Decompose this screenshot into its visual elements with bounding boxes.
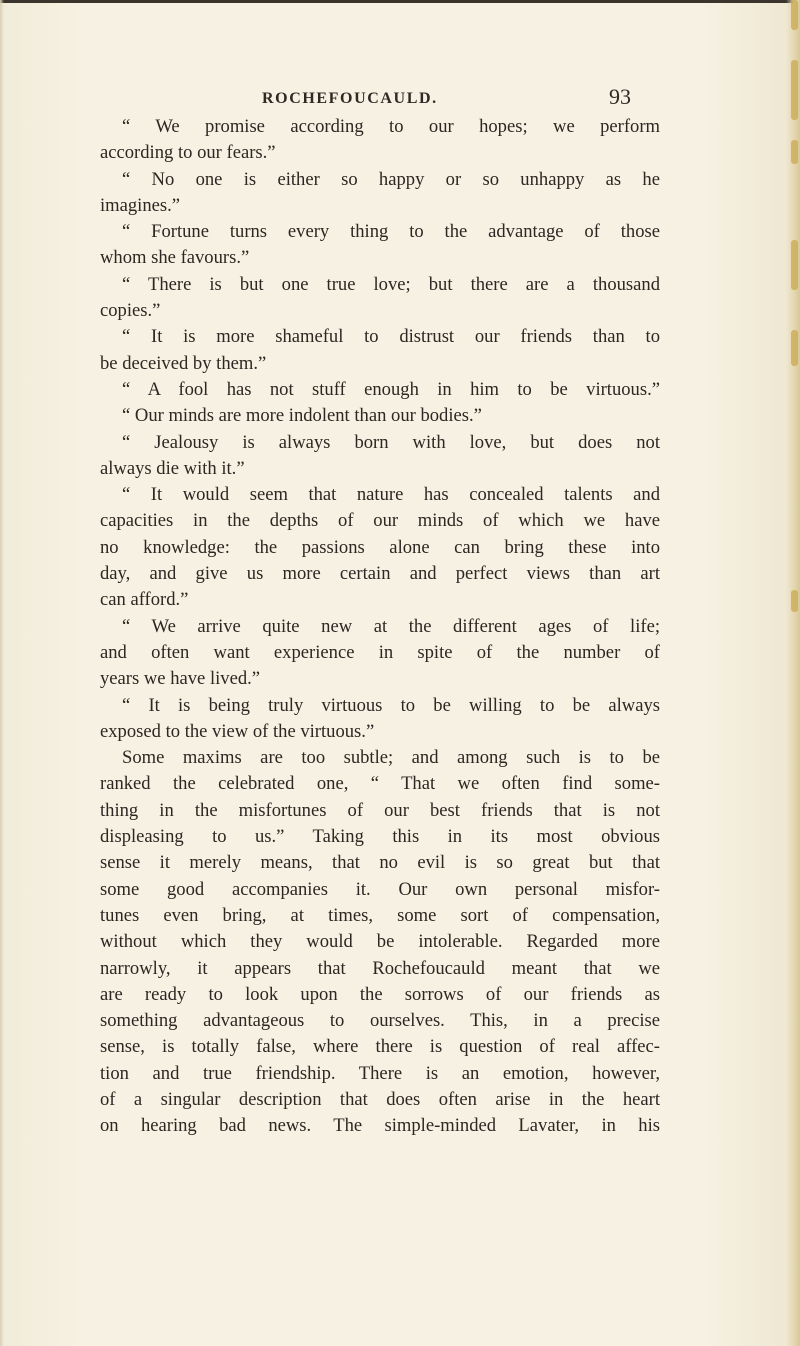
text-line: sense it merely means, that no evil is so great but that — [100, 852, 660, 874]
text-line: “ Fortune turns every thing to the advantage of those — [122, 221, 660, 243]
text-line: can afford.” — [100, 589, 189, 611]
text-line: be deceived by them.” — [100, 352, 267, 374]
text-line: tunes even bring, at times, some sort of compensation, — [100, 904, 660, 926]
text-line: “ We arrive quite new at the different ages of life; — [122, 615, 660, 637]
text-line: tion and true friendship. There is an emotion, however, — [100, 1062, 660, 1084]
running-header — [0, 84, 800, 114]
edge-stain — [791, 240, 798, 290]
text-line: on hearing bad news. The simple-minded Lavater, in his — [100, 1115, 660, 1137]
text-line: narrowly, it appears that Rochefoucauld meant that we — [100, 957, 660, 979]
text-line: no knowledge: the passions alone can bring these into — [100, 536, 660, 558]
text-line: day, and give us more certain and perfect views than art — [100, 563, 660, 585]
text-line: “ No one is either so happy or so unhappy as he — [122, 168, 660, 190]
running-title: ROCHEFOUCAULD. — [262, 90, 438, 107]
text-line: according to our fears.” — [100, 142, 276, 164]
text-line: capacities in the depths of our minds of which we have — [100, 510, 660, 532]
body-text — [100, 114, 660, 1140]
text-line: “ It would seem that nature has concealed talents and — [122, 484, 660, 506]
text-line: copies.” — [100, 300, 161, 322]
edge-stain — [791, 0, 798, 30]
text-line: Some maxims are too subtle; and among such is to be — [122, 747, 660, 769]
text-line: “ Jealousy is always born with love, but does not — [122, 431, 660, 453]
text-line: “ It is being truly virtuous to be willing to be always — [122, 694, 660, 716]
text-line: and often want experience in spite of the number of — [100, 641, 660, 663]
text-line: whom she favours.” — [100, 247, 250, 269]
text-line: sense, is totally false, where there is question of real affec- — [100, 1036, 660, 1058]
text-line: “ A fool has not stuff enough in him to be virtuous.” — [122, 378, 660, 400]
text-line: exposed to the view of the virtuous.” — [100, 720, 375, 742]
edge-stain — [791, 590, 798, 612]
top-border-line — [0, 0, 800, 3]
text-line: imagines.” — [100, 194, 181, 216]
text-line: of a singular description that does often arise in the heart — [100, 1088, 660, 1110]
text-line: ranked the celebrated one, “ That we often find some- — [100, 773, 660, 795]
text-line: displeasing to us.” Taking this in its most obvious — [100, 826, 660, 848]
gutter-shadow — [0, 0, 4, 1346]
text-line: something advantageous to ourselves. This, in a precise — [100, 1010, 660, 1032]
text-line: always die with it.” — [100, 457, 245, 479]
text-line: some good accompanies it. Our own personal misfor- — [100, 878, 660, 900]
edge-stain — [791, 140, 798, 164]
text-line: “ There is but one true love; but there are a thousand — [122, 273, 660, 295]
text-line: “ Our minds are more indolent than our bodies.” — [122, 405, 482, 427]
text-line: “ We promise according to our hopes; we perform — [122, 116, 660, 137]
page-edge-stains — [786, 0, 800, 1346]
text-line: without which they would be intolerable. Regarded more — [100, 931, 660, 953]
text-line: “ It is more shameful to distrust our friends than to — [122, 326, 660, 348]
text-line: thing in the misfortunes of our best friends that is not — [100, 799, 660, 821]
page-number: 93 — [609, 84, 631, 109]
edge-stain — [791, 330, 798, 366]
text-line: are ready to look upon the sorrows of our friends as — [100, 983, 660, 1005]
text-line: years we have lived.” — [100, 668, 261, 690]
